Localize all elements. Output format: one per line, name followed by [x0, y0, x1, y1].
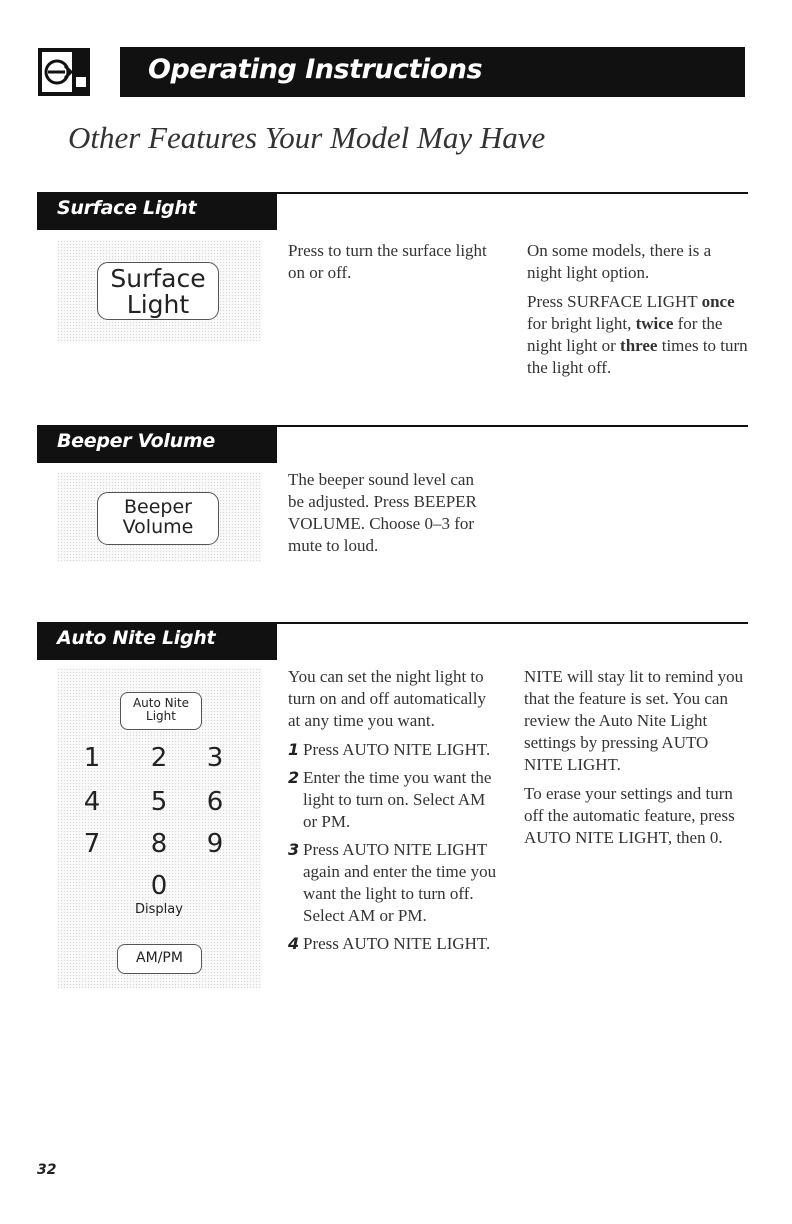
- surface-light-illustration: [57, 240, 262, 342]
- keypad-key-9: 9: [206, 829, 224, 859]
- paragraph: To erase your settings and turn off the automatic feature, press AUTO NITE LIGHT, then 0.: [524, 784, 735, 847]
- step-text: Press AUTO NITE LIGHT.: [303, 740, 491, 759]
- step-item: [288, 839, 498, 927]
- key-label-line1: Beeper: [124, 496, 192, 518]
- beeper-volume-key: [97, 492, 219, 545]
- key-label-line2: Light: [126, 290, 190, 320]
- step-text: Press AUTO NITE LIGHT again and enter the time you want the light to turn off. Select AM or PM.: [303, 840, 497, 925]
- surface-light-key: [97, 262, 219, 320]
- step-text: Enter the time you want the light to turn on. Select AM or PM.: [303, 768, 492, 831]
- keypad-key-6: 6: [206, 787, 224, 817]
- surface-light-text-col2: [527, 240, 749, 386]
- page-number: 32: [37, 1162, 57, 1178]
- keypad-key-7: 7: [83, 829, 101, 859]
- step-item: [288, 767, 498, 833]
- step-number: 2: [288, 768, 300, 787]
- auto-nite-light-text-col1: [288, 666, 498, 961]
- key-label-line1: Auto Nite: [132, 696, 190, 710]
- am-pm-key: AM/PM: [117, 944, 202, 974]
- keypad-key-5: 5: [150, 787, 168, 817]
- paragraph: NITE will stay lit to remind you that the feature is set. You can review the Auto Nite Light settings by pressing AUTO NITE LIGHT.: [524, 667, 744, 774]
- keypad-key-1: 1: [83, 743, 101, 773]
- auto-nite-light-key: [120, 692, 202, 730]
- section-tab-surface-light: [37, 192, 277, 230]
- paragraph: Press SURFACE LIGHT once for bright light, twice for the night light or three times to turn the light off.: [527, 292, 748, 377]
- keypad-key-4: 4: [83, 787, 101, 817]
- paragraph: On some models, there is a night light option.: [527, 241, 712, 282]
- section-title: Auto Nite Light: [57, 627, 216, 649]
- key-label-line2: Light: [146, 708, 176, 723]
- microwave-page-icon: [37, 47, 91, 97]
- keypad-key-2: 2: [150, 743, 168, 773]
- section-title: Surface Light: [57, 197, 197, 219]
- page-subtitle: Other Features Your Model May Have: [68, 120, 546, 155]
- page-title: Operating Instructions: [148, 54, 483, 85]
- keypad-key-8: 8: [150, 829, 168, 859]
- paragraph: You can set the night light to turn on and off automatically at any time you want.: [288, 667, 486, 730]
- surface-light-text-col1: [288, 240, 498, 291]
- step-item: [288, 933, 498, 955]
- auto-nite-light-illustration: [57, 668, 262, 988]
- keypad-key-3: 3: [206, 743, 224, 773]
- key-label-line1: Surface: [110, 264, 206, 293]
- beeper-volume-text: [288, 469, 478, 564]
- section-tab-beeper-volume: [37, 425, 277, 463]
- auto-nite-light-text-col2: [524, 666, 746, 856]
- display-label: Display: [135, 902, 183, 917]
- step-number: 3: [288, 840, 300, 859]
- step-number: 4: [288, 934, 300, 953]
- step-item: [288, 739, 498, 761]
- keypad-key-0: 0: [150, 871, 168, 901]
- paragraph: The beeper sound level can be adjusted. Press BEEPER VOLUME. Choose 0–3 for mute to loud.: [288, 470, 477, 555]
- paragraph: Press to turn the surface light on or off.: [288, 241, 487, 282]
- key-label-line2: Volume: [122, 515, 194, 538]
- step-text: Press AUTO NITE LIGHT.: [303, 934, 491, 953]
- step-number: 1: [288, 740, 300, 759]
- section-title: Beeper Volume: [57, 430, 215, 452]
- section-tab-auto-nite-light: [37, 622, 277, 660]
- beeper-volume-illustration: [57, 472, 262, 562]
